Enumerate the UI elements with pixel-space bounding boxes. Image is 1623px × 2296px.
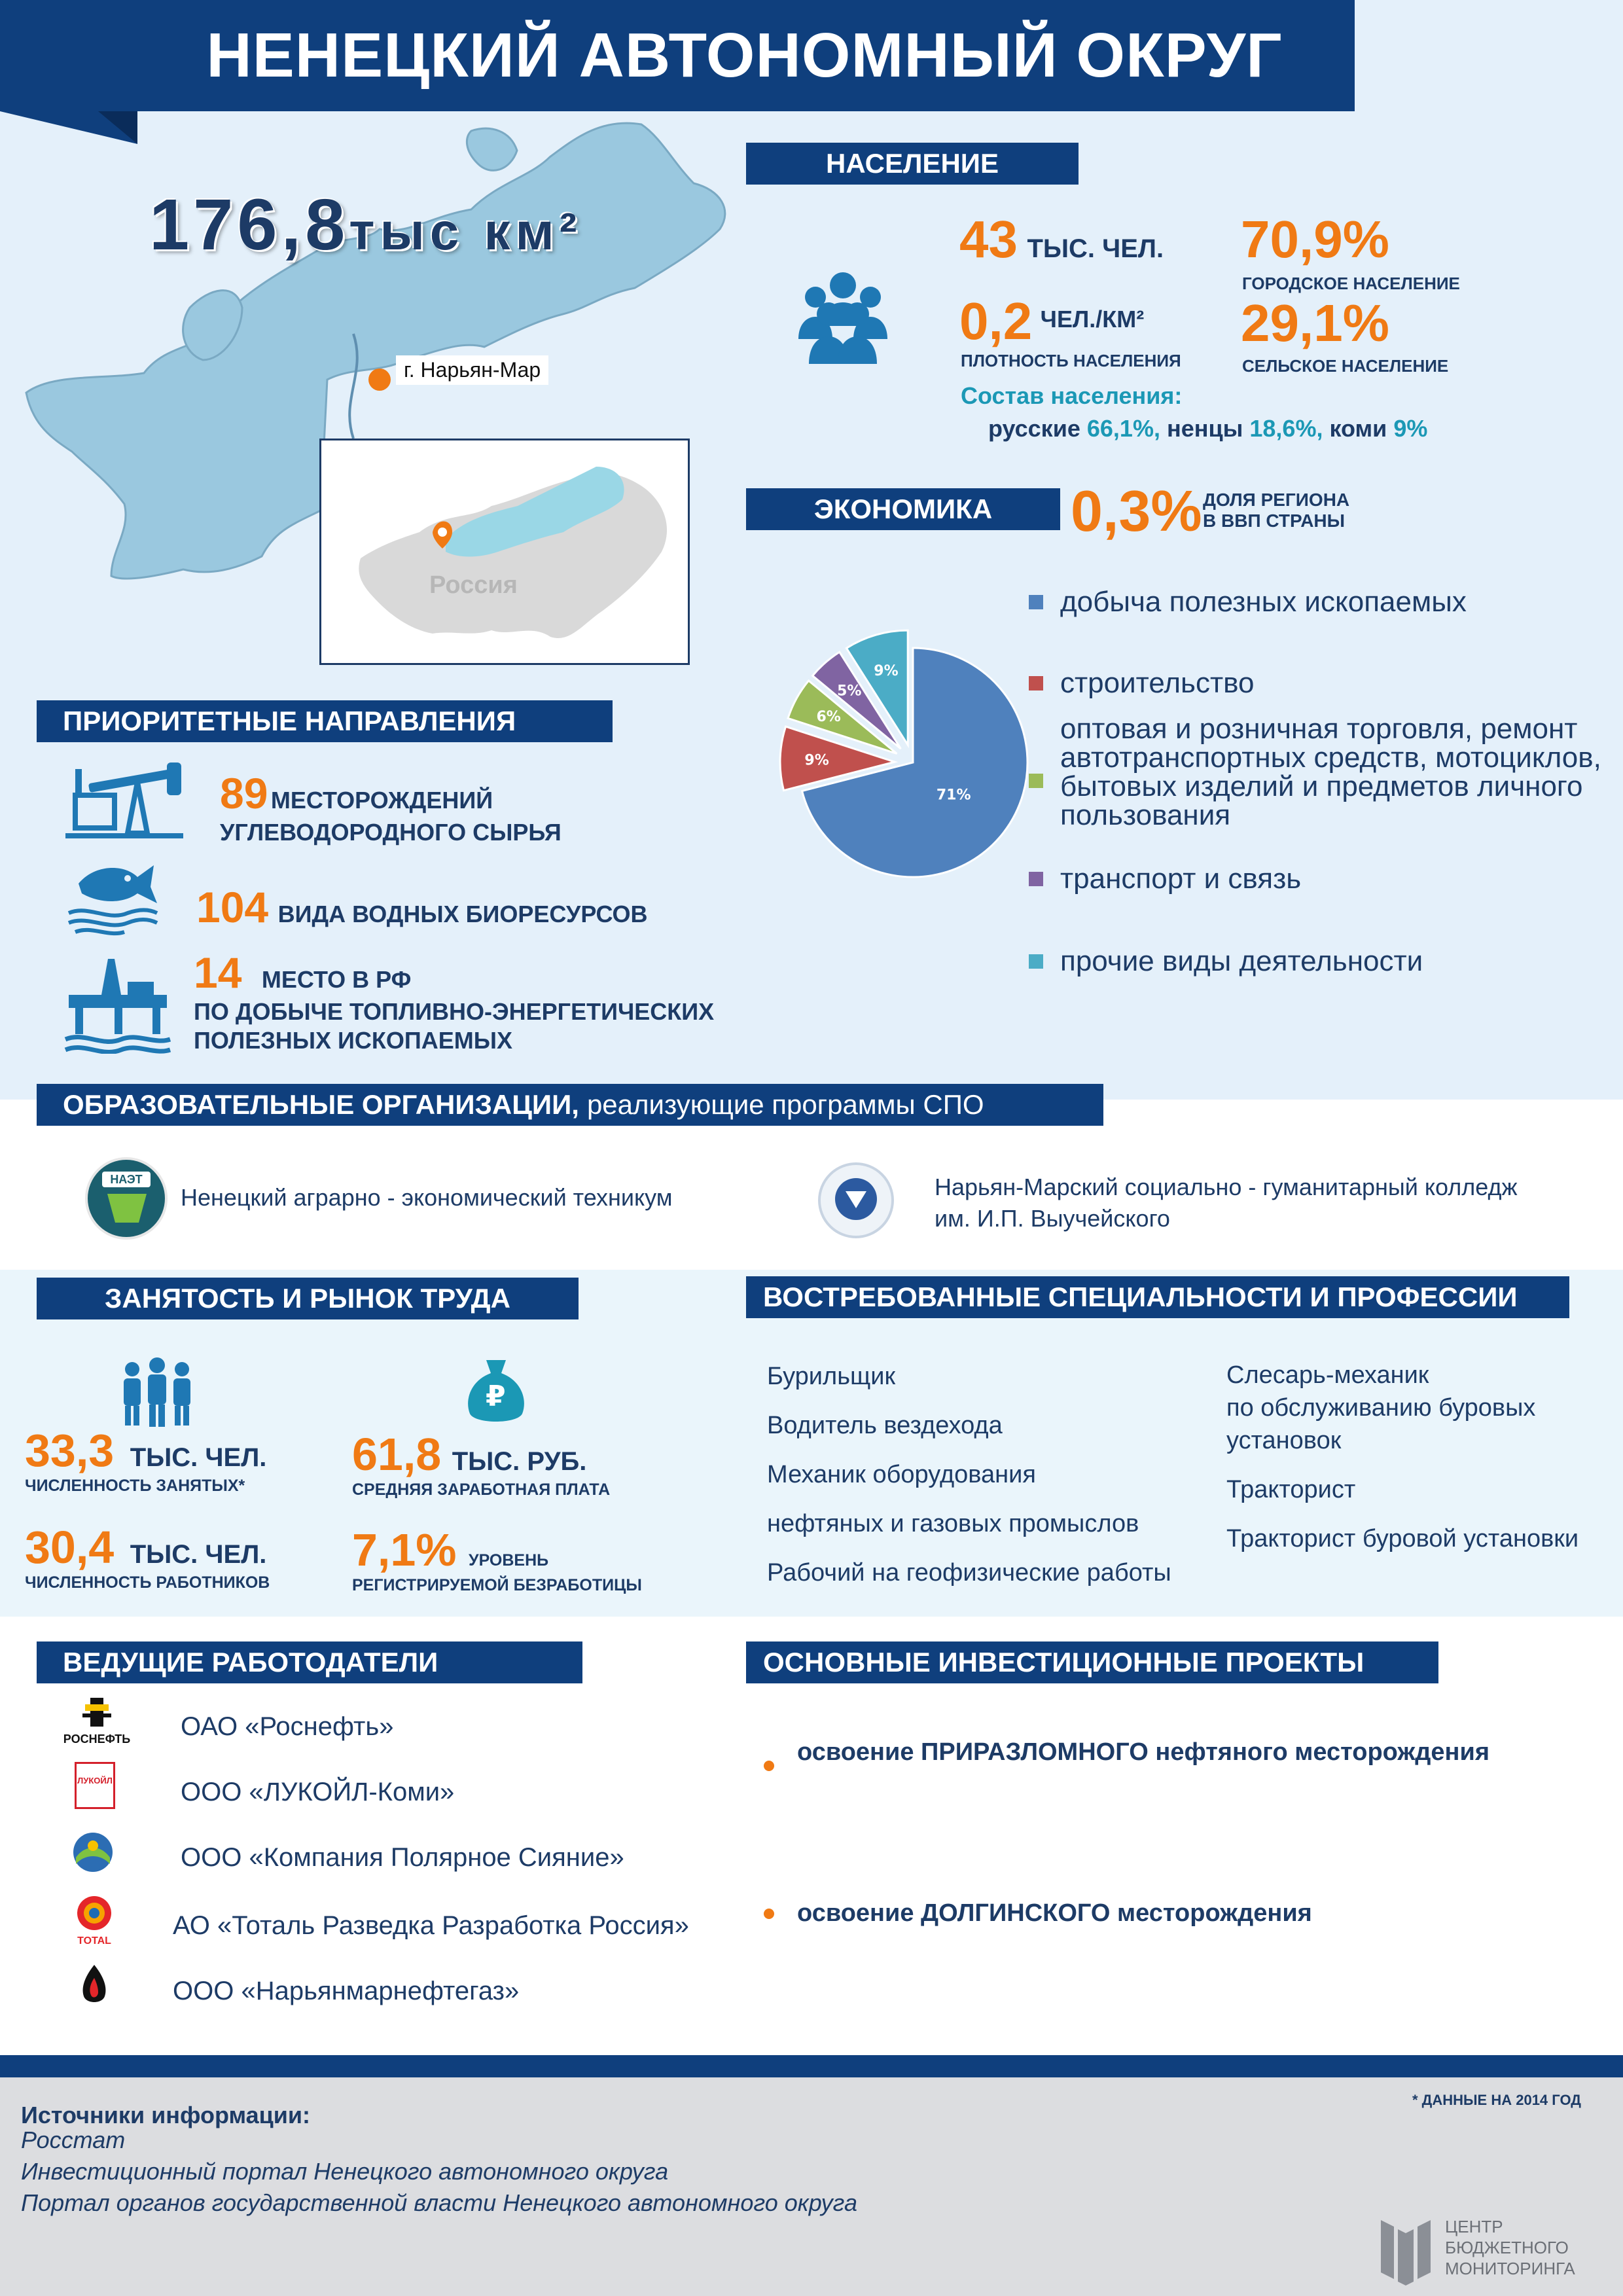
total-logo (68, 1894, 120, 1949)
composition-values (988, 415, 1427, 442)
rosneft-logo (58, 1695, 136, 1748)
education-org2-name (935, 1172, 1518, 1234)
comp-nenets-pct: 18,6%, (1249, 415, 1323, 442)
legend-label-construction: строительство (1060, 667, 1255, 699)
education-org2-line2: им. И.П. Выучейского (935, 1205, 1170, 1232)
data-year-note: * ДАННЫЕ НА 2014 ГОД (1412, 2092, 1581, 2108)
salary-value: 61,8 (352, 1429, 442, 1480)
workers-block (25, 1521, 270, 1592)
source-item: Портал органов государственной власти Ненецкого автономного округа (21, 2189, 857, 2216)
russia-silhouette (321, 440, 688, 663)
employer-item: ООО «Нарьянмарнефтегаз» (173, 1977, 520, 2005)
oil-pump-icon (62, 756, 187, 841)
employer-item: АО «Тоталь Разведка Разработка Россия» (173, 1911, 689, 1940)
profession-item: Тракторист буровой установки (1226, 1525, 1579, 1552)
population-density (959, 291, 1144, 351)
unemployment-block (352, 1524, 642, 1595)
naryanmarneftegaz-logo (77, 1962, 111, 2011)
unemployment-caption-line1: УРОВЕНЬ (469, 1551, 549, 1570)
legend-item-other (1060, 945, 1610, 978)
profession-item: Механик оборудования (767, 1461, 1036, 1488)
area-value (149, 183, 582, 266)
unemployment-caption-line2: РЕГИСТРИРУЕМОЙ БЕЗРАБОТИЦЫ (352, 1576, 642, 1594)
density-value: 0,2 (959, 292, 1033, 350)
comp-russians-pct: 66,1%, (1086, 415, 1160, 442)
gdp-caption-line2: В ВВП СТРАНЫ (1203, 511, 1346, 531)
legend-item-trade (1060, 715, 1610, 830)
comp-russians: русские (988, 415, 1080, 442)
education-heading (37, 1084, 1103, 1126)
priority-bioresources (196, 882, 648, 932)
priority-bioresources-number: 104 (196, 883, 269, 931)
unemployment-value: 7,1% (352, 1524, 457, 1575)
professions-heading: ВОСТРЕБОВАННЫЕ СПЕЦИАЛЬНОСТИ И ПРОФЕССИИ (746, 1276, 1569, 1318)
lukoil-logo-text: ЛУКОЙЛ (77, 1776, 113, 1785)
density-unit: ЧЕЛ./КМ² (1040, 306, 1145, 332)
gdp-caption-line1: ДОЛЯ РЕГИОНА (1203, 490, 1350, 510)
professions-right-list (1226, 1359, 1578, 1555)
legend-item-mining (1060, 586, 1610, 619)
total-logo-mark (68, 1894, 120, 1932)
comp-komi-pct: 9% (1393, 415, 1428, 442)
budget-monitoring-logo (1378, 2214, 1433, 2286)
population-total-value: 43 (959, 210, 1018, 268)
employers-heading: ВЕДУЩИЕ РАБОТОДАТЕЛИ (37, 1641, 582, 1683)
profession-item: Рабочий на геофизические работы (767, 1559, 1171, 1587)
city-marker (368, 368, 391, 391)
investment-item: освоение ПРИРАЗЛОМНОГО нефтяного месторождения (797, 1738, 1490, 1766)
oil-platform-icon (62, 956, 173, 1054)
comp-nenets: ненцы (1166, 415, 1243, 442)
college-logo (818, 1162, 894, 1238)
priority-bioresources-text: ВИДА ВОДНЫХ БИОРЕСУРСОВ (277, 901, 648, 927)
priority-rank-number: 14 (194, 948, 242, 997)
area-unit: тыс км² (349, 202, 582, 260)
gdp-share-caption (1203, 490, 1349, 531)
priority-fields-line2: УГЛЕВОДОРОДНОГО СЫРЬЯ (220, 819, 562, 846)
urban-value: 70,9% (1241, 210, 1389, 268)
legend-item-construction (1060, 667, 1610, 700)
profession-item-line: Слесарь-механик (1226, 1361, 1429, 1389)
legend-swatch-other (1029, 954, 1043, 969)
profession-item: нефтяных и газовых промыслов (767, 1510, 1139, 1537)
economy-pie-chart (740, 589, 1054, 903)
education-org1-name: Ненецкий аграрно - экономический техникум (181, 1184, 673, 1211)
priority-rank (194, 948, 714, 1055)
sources-title: Источники информации: (21, 2102, 311, 2128)
population-heading: НАСЕЛЕНИЕ (746, 143, 1079, 185)
population-total-unit: ТЫС. ЧЕЛ. (1027, 234, 1164, 263)
naet-logo (85, 1157, 168, 1240)
org-name-line2: БЮДЖЕТНОГО (1445, 2238, 1569, 2257)
investment-bullet (764, 1909, 774, 1919)
pie-slice-label: 6% (816, 709, 841, 726)
composition-title: Состав населения: (961, 382, 1183, 409)
employed-caption: ЧИСЛЕННОСТЬ ЗАНЯТЫХ* (25, 1477, 245, 1495)
workers-unit: ТЫС. ЧЕЛ. (130, 1540, 267, 1569)
source-item: Инвестиционный портал Ненецкого автономного округа (21, 2158, 669, 2185)
footer-bar (0, 2055, 1623, 2077)
employed-unit: ТЫС. ЧЕЛ. (130, 1443, 267, 1472)
priority-rank-line2: ПО ДОБЫЧЕ ТОПЛИВНО-ЭНЕРГЕТИЧЕСКИХ (194, 998, 715, 1025)
rural-value: 29,1% (1241, 294, 1389, 352)
naet-logo-shape (107, 1194, 147, 1223)
org-name-line1: ЦЕНТР (1445, 2217, 1503, 2236)
legend-swatch-construction (1029, 676, 1043, 691)
economy-heading: ЭКОНОМИКА (746, 488, 1060, 530)
pie-slice-label: 5% (837, 683, 862, 700)
org-name-line3: МОНИТОРИНГА (1445, 2259, 1575, 2278)
workers-value: 30,4 (25, 1522, 115, 1573)
city-label: г. Нарьян-Мар (396, 355, 548, 385)
pie-slice-label: 71% (936, 787, 971, 804)
page-title: НЕНЕЦКИЙ АВТОНОМНЫЙ ОКРУГ (134, 0, 1355, 111)
priority-fields-number: 89 (220, 769, 268, 817)
salary-caption: СРЕДНЯЯ ЗАРАБОТНАЯ ПЛАТА (352, 1480, 611, 1499)
russia-inset-map (319, 439, 690, 665)
education-heading-bold: ОБРАЗОВАТЕЛЬНЫЕ ОРГАНИЗАЦИИ, (63, 1089, 579, 1120)
priorities-heading: ПРИОРИТЕТНЫЕ НАПРАВЛЕНИЯ (37, 700, 613, 742)
employed-value: 33,3 (25, 1425, 115, 1476)
legend-label-mining: добыча полезных ископаемых (1060, 586, 1467, 618)
total-logo-text: TOTAL (77, 1935, 111, 1946)
investment-item: освоение ДОЛГИНСКОГО месторождения (797, 1899, 1312, 1927)
priority-rank-line1: МЕСТО В РФ (261, 966, 412, 993)
priority-rank-line3: ПОЛЕЗНЫХ ИСКОПАЕМЫХ (194, 1027, 513, 1054)
professions-left-list (767, 1360, 1171, 1589)
gdp-share-value: 0,3% (1071, 478, 1202, 543)
legend-label-transport: транспорт и связь (1060, 863, 1302, 895)
sources-list (21, 2125, 857, 2219)
salary-unit: ТЫС. РУБ. (452, 1447, 587, 1476)
workers-caption: ЧИСЛЕННОСТЬ РАБОТНИКОВ (25, 1573, 270, 1592)
legend-label-trade: оптовая и розничная торговля, ремонт автотранспортных средств, мотоциклов, бытовых изделий и предметов личного пользования (1060, 713, 1601, 831)
salary-block (352, 1428, 610, 1499)
budget-monitoring-name (1445, 2216, 1575, 2279)
education-org2-line1: Нарьян-Марский социально - гуманитарный колледж (935, 1174, 1518, 1200)
comp-komi: коми (1329, 415, 1387, 442)
priority-fields-line1: МЕСТОРОЖДЕНИЙ (270, 787, 493, 814)
investments-heading: ОСНОВНЫЕ ИНВЕСТИЦИОННЫЕ ПРОЕКТЫ (746, 1641, 1438, 1683)
employer-item: ООО «ЛУКОЙЛ-Коми» (181, 1778, 455, 1806)
workers-group-icon (111, 1356, 203, 1428)
profession-item: Водитель вездехода (767, 1412, 1003, 1439)
priority-fields (220, 768, 562, 847)
density-caption: ПЛОТНОСТЬ НАСЕЛЕНИЯ (961, 351, 1181, 370)
pie-slice-label: 9% (874, 662, 899, 679)
legend-swatch-trade (1029, 774, 1043, 788)
polar-lights-logo (72, 1831, 114, 1873)
investment-bullet (764, 1761, 774, 1771)
fish-icon (62, 857, 160, 936)
legend-item-transport (1060, 863, 1610, 895)
profession-item: Бурильщик (767, 1363, 896, 1390)
employer-item: ООО «Компания Полярное Сияние» (181, 1843, 624, 1872)
ruble-sign: ₽ (486, 1380, 506, 1412)
education-heading-rest: реализующие программы СПО (586, 1089, 984, 1120)
profession-item-line: установок (1226, 1427, 1342, 1454)
legend-label-other: прочие виды деятельности (1060, 945, 1423, 977)
rosneft-logo-mark (58, 1695, 136, 1729)
legend-swatch-transport (1029, 872, 1043, 886)
rural-caption: СЕЛЬСКОЕ НАСЕЛЕНИЕ (1242, 356, 1449, 376)
profession-item: Тракторист (1226, 1476, 1356, 1503)
profession-item-line: по обслуживанию буровых (1226, 1394, 1536, 1422)
population-total (959, 209, 1164, 270)
country-label: Россия (429, 571, 518, 599)
legend-swatch-mining (1029, 595, 1043, 609)
urban-caption: ГОРОДСКОЕ НАСЕЛЕНИЕ (1242, 274, 1460, 293)
area-number: 176,8 (149, 185, 349, 265)
pie-slice-label: 9% (804, 752, 829, 769)
employment-heading: ЗАНЯТОСТЬ И РЫНОК ТРУДА (37, 1278, 579, 1319)
source-item: Росстат (21, 2126, 126, 2153)
naet-logo-text: НАЭТ (102, 1172, 151, 1187)
employer-item: ОАО «Роснефть» (181, 1712, 394, 1741)
people-group-icon (791, 267, 895, 365)
lukoil-logo (75, 1762, 115, 1809)
employed-block (25, 1424, 266, 1496)
rosneft-logo-text: РОСНЕФТЬ (63, 1732, 131, 1746)
